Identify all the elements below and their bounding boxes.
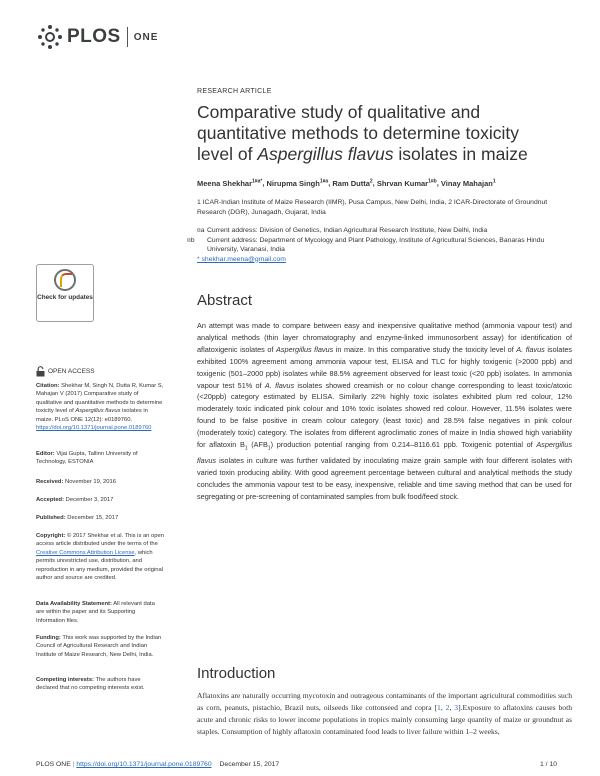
footer-date: December 15, 2017 [219, 761, 280, 768]
published-block: Published: December 15, 2017 [36, 515, 119, 521]
reference-link[interactable]: 1 [437, 702, 441, 712]
abstract-heading: Abstract [197, 292, 253, 309]
check-for-updates-icon [54, 269, 76, 291]
cc-license-link[interactable]: Creative Commons Attribution License [36, 549, 135, 556]
data-availability-block: Data Availability Statement: All relevant data are within the paper and its Supporting Information files. [36, 601, 155, 624]
footer-journal: PLOS ONE [36, 761, 71, 768]
open-lock-icon [36, 366, 45, 377]
editor-block: Editor: Vijai Gupta, Tallinn University of Technology, ESTONIA [36, 451, 138, 466]
plos-logo-icon [36, 23, 64, 51]
open-access-label: OPEN ACCESS [36, 366, 95, 377]
logo-divider [127, 27, 128, 47]
abstract-text: An attempt was made to compare between easy and inexpensive qualitative method (ammonia vapour test) and analytical methods (thin layer chromatography and enzyme-linked immunosorbent assay) for identification of aflatoxigenic isolates of Aspergillus flavus in maize. In this comparative study the toxicity level of A. flavus isolates exhibited 100% agreement among ammonia vapour test, ELISA and TLC for highly toxigenic (>2000 ppb) and toxigenic (501–2000 ppb) isolates while 88.5% agreement observed for least toxic (<20 ppb) isolates. In ammonia vapour test 51% of A. flavus isolates showed creamish or no colour change corresponding to least toxic/atoxic (<20ppb) category estimated by ELISA. Similarly 22% highly toxic isolates exhibited plum red colour, 12% moderately toxic indicated pink colour and 10% toxic isolates showed red colour. However, 11.5% isolates were found to be false positive in cream colour category (least toxic) and 28.5% false negatives in pink colour (moderately toxic) category. The isolates from different agroclimatic zones of maize in India showed high variability for aflatoxin $B_1$ $(AFB_1)$ production potential ranging from 0.214–8116.61 ppb. Toxigenic potential of Aspergillus flavus isolates in culture was further validated by inoculating maize grain sample with four different isolates with varied toxin producing ability. With good agreement percentage between cultural and analytical methods the study concludes the ammonia vapour test to be easy, inexpensive, reliable and time saving method that can be used for segregating or pre-screening of contaminated samples from bulk food/feed stock. [197, 321, 573, 502]
title-line-2: quantitative methods to determine toxicity [197, 123, 519, 143]
introduction-text: Aflatoxins are naturally occurring mycotoxin and outrageous contaminants of the important agricultural commodities such as corn, peanuts, pistachio, Brazil nuts, oilseeds like cottonseed and copra [1, 2, 3].Exposure to aflatoxins causes both acute and chronic risks to lower income populations in tropics mainly consuming large quantity of maize or groundnut as staples. Consumption of highly aflatoxin contaminated food leads to liver failure within 1–2 weeks, [197, 691, 573, 736]
badge-label: Check for updates [37, 294, 93, 301]
citation-block: Citation: Shekhar M, Singh N, Dutta R, Kumar S, Mahajan V (2017) Comparative study of qualitative and quantitative methods to determine toxicity level of Aspergillus flavus isolates in maize. PLoS ONE 12(12): e0189760. https://doi.org/10.1371/journal.pone.0189760 [36, 383, 164, 432]
article-title [197, 102, 572, 165]
affiliations: 1 ICAR-Indian Institute of Maize Research (IIMR), Pusa Campus, New Delhi, India, 2 ICAR-Directorate of Groundnut Research (DGR), Junagadh, Gujarat, India [197, 199, 548, 216]
received-block: Received: November 19, 2016 [36, 479, 116, 485]
reference-link[interactable]: 2 [445, 702, 450, 712]
footer-doi-link[interactable]: https://doi.org/10.1371/journal.pone.0189760 [76, 761, 212, 768]
plos-logo[interactable] [36, 22, 158, 52]
page-footer: PLOS ONE | https://doi.org/10.1371/journal.pone.0189760 December 15, 2017 [36, 761, 280, 768]
logo-journal-text: ONE [133, 31, 159, 43]
check-for-updates-badge[interactable] [36, 264, 94, 322]
logo-plos-text: PLOS [67, 26, 121, 47]
corresponding-email[interactable]: * shekhar.meena@gmail.com [197, 255, 286, 263]
author[interactable]: Meena Shekhar$^{1¤a*}$ [197, 178, 263, 188]
author-list: Meena Shekhar$^{1¤a*}$, Nirupma Singh$^{1¤a}$, Ram Dutta$^2$, Shrvan Kumar$^{1¤b}$, Vinay Mahajan$^1$ [197, 178, 496, 188]
current-addresses [187, 226, 572, 264]
introduction-heading: Introduction [197, 665, 276, 682]
author[interactable]: Shrvan Kumar$^{1¤b}$ [376, 178, 437, 188]
reference-link[interactable]: 3 [454, 702, 459, 712]
current-address-b: ¤b Current address: Department of Mycology and Plant Pathology, Institute of Agricultural Sciences, Banaras Hindu University, Varanasi, India [187, 236, 545, 253]
title-line-1: Comparative study of qualitative and [197, 102, 481, 122]
competing-interests-block: Competing interests: The authors have declared that no competing interests exist. [36, 677, 145, 692]
author[interactable]: Vinay Mahajan$^1$ [440, 178, 496, 188]
copyright-block: Copyright: © 2017 Shekhar et al. This is an open access article distributed under the terms of the Creative Commons Attribution License, which permits unrestricted use, distribution, and reproduction in any medium, provided the original author and source are credited. [36, 533, 164, 582]
page-number: 1 / 10 [540, 761, 558, 768]
accepted-block: Accepted: December 3, 2017 [36, 497, 114, 503]
citation-doi-link[interactable]: https://doi.org/10.1371/journal.pone.0189760 [36, 425, 152, 432]
article-type: RESEARCH ARTICLE [197, 88, 272, 95]
funding-block: Funding: This work was supported by the Indian Council of Agricultural Research and Indian Institute of Maize Research, New Delhi, India. [36, 635, 162, 658]
title-line-3: level of Aspergillus flavus isolates in maize [197, 144, 528, 164]
current-address-a: ¤a Current address: Division of Genetics, Indian Agricultural Research Institute, New Delhi, India [197, 227, 488, 234]
author[interactable]: Ram Dutta$^2$ [332, 178, 373, 188]
author[interactable]: Nirupma Singh$^{1¤a}$ [266, 178, 329, 188]
